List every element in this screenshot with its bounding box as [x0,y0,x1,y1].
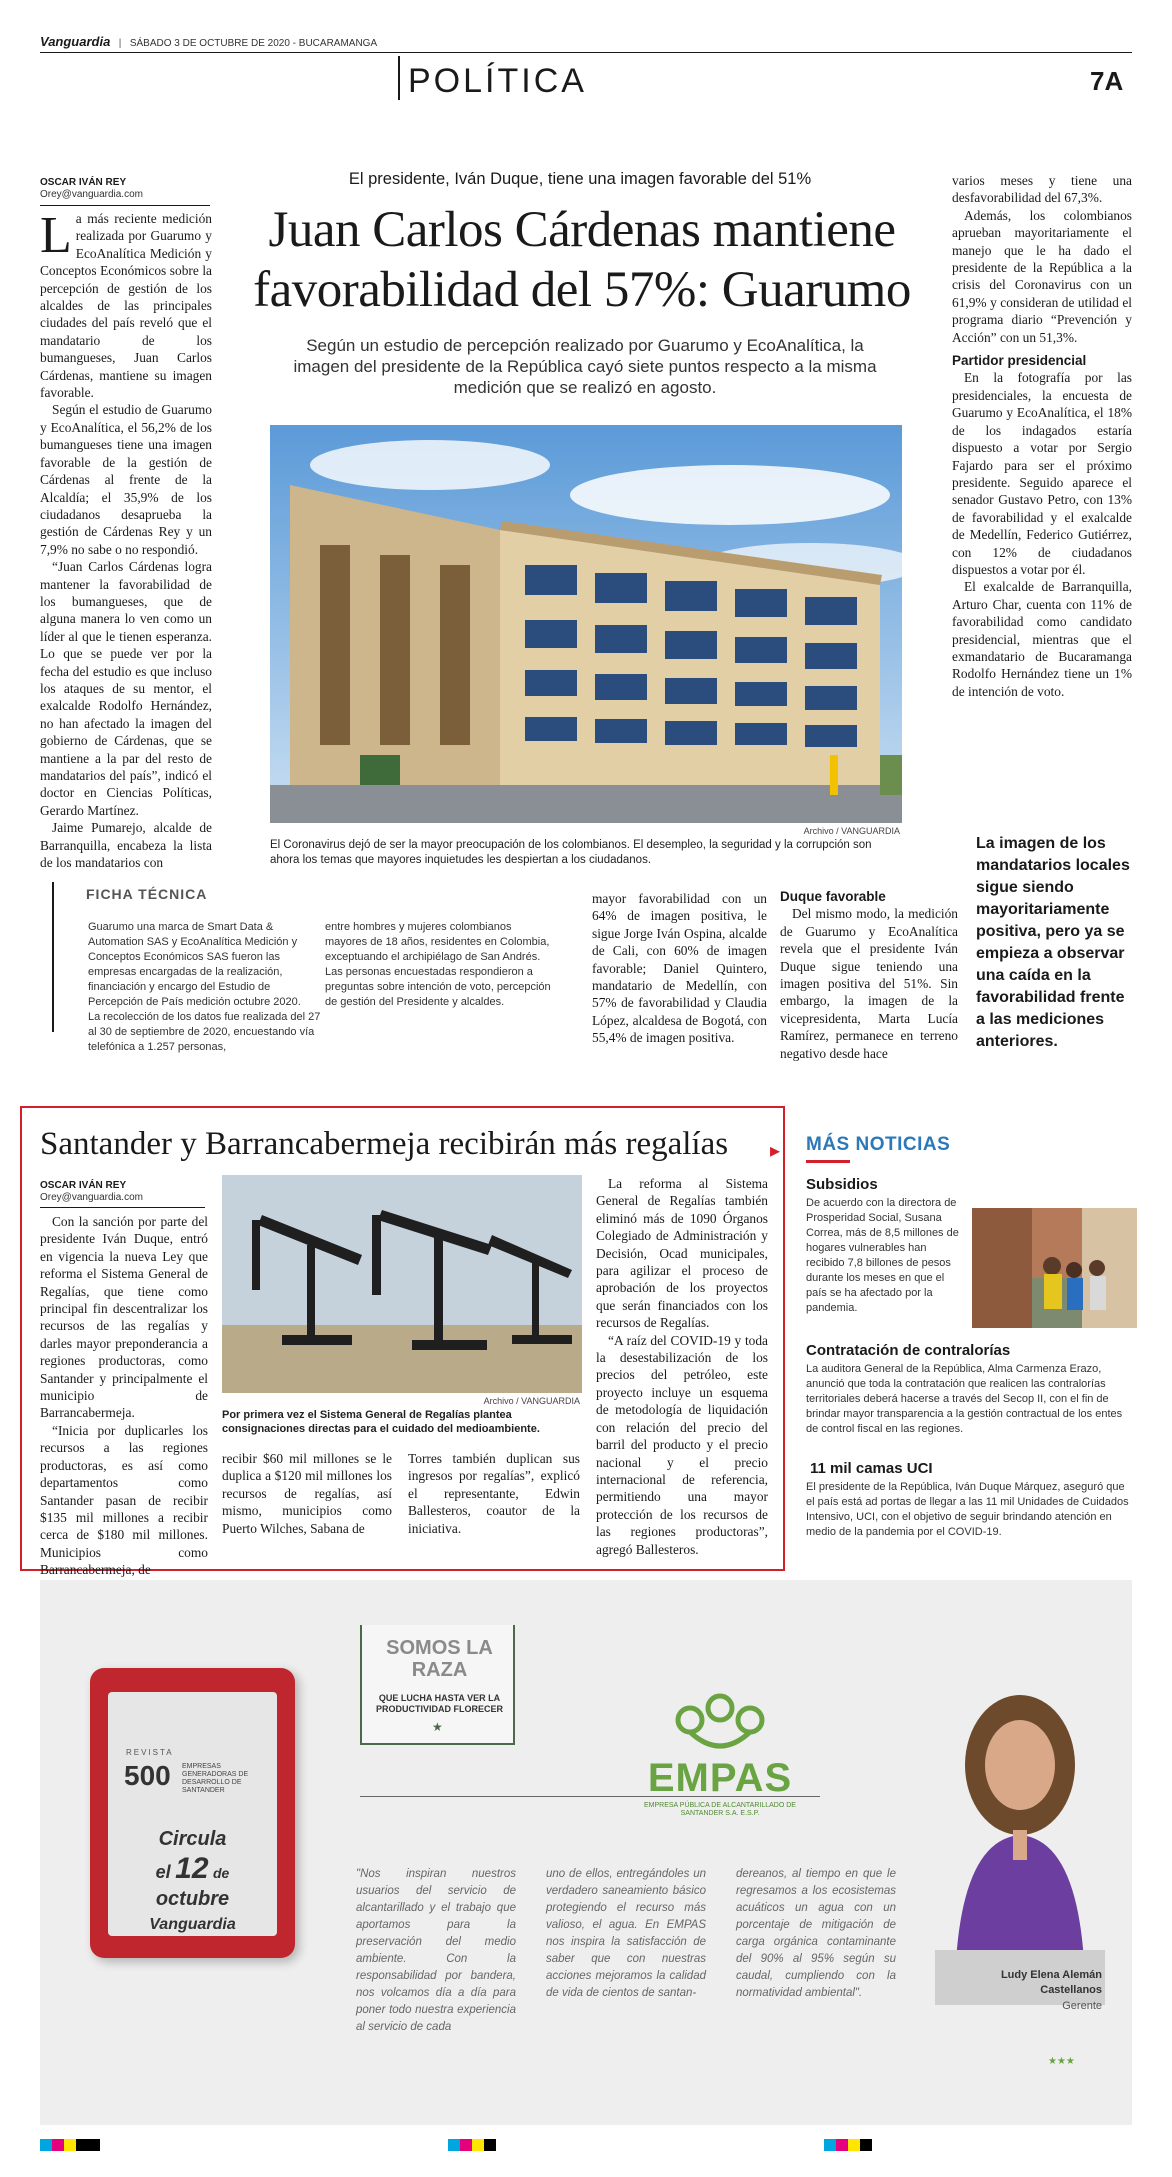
ficha-text-4: Las personas encuestadas respondieron a preguntas sobre intención de voto, percepción de gestión del Presidente y alcaldes. [325,966,551,1008]
ficha-bracket [52,882,64,1032]
empas-logo [620,1690,820,1820]
main-right-col [952,172,1132,762]
dropcap: L [40,210,72,264]
news-item-2-title: Contratación de contralorías [806,1342,1011,1359]
author-email: Orey@vanguardia.com [40,189,143,200]
second-col1-p1: Con la sanción por parte del presidente Iván Duque, entró en vigencia la nueva Ley que reforma el Sistema General de Regalías, que tiene como principal fin descentralizar los recursos de las regalías y darles mayor preponderancia a regiones productoras, como Santander y principalmente el municipio de Barrancabermeja. [40,1214,208,1421]
right-subhead: Partidor presidencial [952,353,1087,369]
main-deck: Según un estudio de percepción realizado por Guarumo y EcoAnalítica, la imagen del presidente de la República cayó siete puntos respecto a la misma medición que se realizó en agosto. [293,336,877,397]
masthead-brand: Vanguardia [40,34,111,49]
main-col1-p2: Según el estudio de Guarumo y EcoAnalítica, el 56,2% de los bumangueses tiene una imagen favorable de la gestión de Cárdenas al frente de la Alcaldía; el 35,9% de los ciudadanos desaprueba la gestión de Cárdenas Rey y un 7,9% no sabe o no respondió. [40,402,212,557]
manager-portrait [935,1670,1105,1980]
duque-subhead: Duque favorable [780,889,886,904]
ficha-text-3: entre hombres y mujeres colombianos mayores de 18 años, residentes en Colombia, exceptuando el archipiélago de San Andrés. [325,921,550,963]
ad-badge [360,1625,515,1745]
second-col1-p2: “Inicia por duplicarles los recursos a las regiones productoras, es así como departamentos como Santander pasan de recibir $135 mil millones a recibir cerca de $180 mil millones. Municipios como Barrancabermeja, de [40,1422,208,1578]
ad-badge-star: ★ [432,1720,443,1734]
main-photo-caption: El Coronavirus dejó de ser la mayor preocupación de los colombianos. El desempleo, la seguridad y la corrupción son ahora los temas que mayores inquietudes les despiertan a los ciudadanos. [270,839,872,866]
second-byline [40,1180,210,1204]
second-col-3: Torres también duplican sus ingresos por regalías”, explicó el representante, Edwin Ballesteros, coautor de la iniciativa. [408,1451,580,1536]
main-photo-building [270,425,902,823]
main-col1-p3: “Juan Carlos Cárdenas logra mantener la favorabilidad de los bumangueses, que de alguna manera lo ven como un líder al que le tienen esperanza. Lo que se puede ver por la fecha del estudio es que incluso los ataques de su mentor, el exalcalde Rodolfo Hernández, no han afectado la imagen del gobierno de Cárdenas, que se mantiene a la par del resto de mandatarios del país”, indicó el doctor en Ciencias Políticas, Gerardo Martínez. [40,559,212,818]
author-name: OSCAR IVÁN REY [40,177,127,188]
second-col-2: recibir $60 mil millones se le duplica a $120 mil millones los recursos de regalías, así mismo, municipios como Puerto Wilches, Sabana de [222,1451,392,1536]
ad-manager-photo [935,1670,1105,1980]
ficha-title: FICHA TÉCNICA [86,886,208,902]
ad-brand: Vanguardia [149,1916,236,1933]
main-col-1 [40,210,212,870]
ad-fire-cabinet [90,1668,295,1958]
subsidios-photo [972,1208,1137,1328]
second-author: OSCAR IVÁN REY [40,1180,127,1191]
ad-badge-sub: QUE LUCHA HASTA VER LA PRODUCTIVIDAD FLORECER [375,1693,503,1714]
ad-text-col-3: dereanos, al tiempo en que le regresamos a los ecosistemas acuáticos un agua con un porcentaje de mitigación de carga orgánica contaminante del 90% al 95% según su caudal, cumpliendo con la normatividad ambiental". [736,1868,896,1999]
oil-pumps-photo [222,1175,582,1393]
ad-badge-title: SOMOS LA RAZA [386,1637,493,1681]
ad-circula: Circula [158,1828,227,1850]
registration-bar [40,2138,1132,2152]
second-photo-caption: Por primera vez el Sistema General de Regalías plantea consignaciones directas para el cuidado del medioambiente. [222,1409,540,1435]
duque-col [780,888,958,1062]
duque-text: Del mismo modo, la medición de Guarumo y EcoAnalítica revela que el presidente Iván Duque sigue teniendo una imagen positiva del 51%. Sin embargo, la imagen de la vicepresidenta, Marta Lucía Ramírez, permanece en terreno negativo desde hace [780,906,958,1061]
pull-quote: La imagen de los mandatarios locales sigue siendo mayoritariamente positiva, pero ya se empieza a observar una caída en la favorabilidad frente a las mediciones anteriores. [976,835,1130,1050]
ad-person-name: Ludy Elena Alemán Castellanos [1000,1969,1102,1996]
masthead-date: SÁBADO 3 DE OCTUBRE DE 2020 - BUCARAMANGA [129,38,378,49]
empas-subtitle: EMPRESA PÚBLICA DE ALCANTARILLADO DE SANTANDER S.A. E.S.P. [644,1802,796,1817]
empas-drops-icon [620,1690,820,1760]
main-col1-p4: Jaime Pumarejo, alcalde de Barranquilla, encabeza la lista de los mandatarios con [40,820,212,870]
second-col4-p1: La reforma al Sistema General de Regalías también eliminó más de 1090 Órganos Colegiado de Administración y Decisión, Ocad municipales, para agilizar el proceso de aprobación de los proyectos que serán financiados con los recursos de Regalías. [596,1176,768,1331]
second-col-4 [596,1175,768,1558]
ad-month: octubre [155,1888,230,1910]
ad-text-col-2: uno de ellos, entregándoles un verdadero saneamiento básico protegiendo el recurso más valioso, el agua. En EMPAS nos inspira la satisfacción de saber que con nuestras acciones mejoramos la calidad de vida de cientos de santan- [546,1868,706,1999]
ad-empresas: EMPRESAS GENERADORAS DE DESARROLLO DE SANTANDER [182,1763,249,1794]
ad-revista: REVISTA [126,1748,174,1757]
masthead: Vanguardia | SÁBADO 3 DE OCTUBRE DE 2020 - BUCARAMANGA [40,34,378,49]
main-kicker: El presidente, Iván Duque, tiene una imagen favorable del 51% [348,170,812,188]
news-item-3-text: El presidente de la República, Iván Duque Márquez, aseguró que el país está ad portas de llegar a las 11 mil Unidades de Cuidados Intensivo, UCI, con el objetivo de seguir brindando atención en medio de la pandemia por el COVID-19. [806,1481,1129,1538]
second-col4-p2: “A raíz del COVID-19 y toda la desestabilización de los precios del petróleo, este proyecto incluye un esquema de metodología de liquidación con relación del precio del barril del producto y el precio nacional y el precio internacional de referencia, permitiendo una mayor protección de los recursos de las regiones productoras”, agregó Ballesteros. [596,1332,768,1557]
right-p3: En la fotografía por las presidenciales, la encuesta de Guarumo y EcoAnalítica, el 18% de los indagados estaría dispuesto a votar por Sergio Fajardo para ser el próximo presidente. Seguido aparece el senador Gustavo Petro, con 13% de favorabilidad y el exalcalde de Medellín, Federico Gutiérrez, con 12% de ciudadanos dispuestos a votar por él. [952,370,1132,577]
second-email: Orey@vanguardia.com [40,1192,143,1203]
second-headline: Santander y Barrancabermeja recibirán más regalías [40,1126,729,1162]
news-item-1-title: Subsidios [806,1176,878,1193]
people-image [972,1208,1137,1328]
section-divider [398,56,400,100]
main-headline: Juan Carlos Cárdenas mantiene favorabilidad del 57%: Guarumo [253,202,911,318]
right-p1: varios meses y tiene una desfavorabilidad del 67,3%. [952,173,1132,206]
main-byline [40,177,210,201]
more-news-arrow: ▸ [770,1140,781,1162]
ad-500: 500 [124,1760,171,1791]
ad-person-title: Gerente [1062,2000,1102,2012]
section-title: POLÍTICA [408,62,587,100]
ficha-text-1: Guarumo una marca de Smart Data & Automation SAS y EcoAnalítica Medición y Conceptos Económicos SAS fueron las empresas encargadas de la realización, financiación y encargo del Estudio de Percepción de País medición octubre 2020. [88,921,301,1008]
ad-text-col-1: "Nos inspiran nuestros usuarios del servicio de alcantarillado y el trabajo que aportamos para la preservación del medio ambiente. Con la responsabilidad por bandera, nos volcamos día a día para poner todo nuestra experiencia al servicio de cada [356,1868,516,2033]
right-p2: Además, los colombianos aprueban mayoritariamente el manejo que le ha dado el presidente de la República a la crisis del Coronavirus con un 61,9% y consideran de utilidad el programa diario “Prevención y Acción” con un 51,3%. [952,207,1132,345]
news-item-1-text: De acuerdo con la directora de Prosperidad Social, Susana Correa, más de 8,5 millones de hogares vulnerables han recibido 7,8 billones de pesos durante los meses en que el país se ha afectado por la pandemia. [806,1197,959,1314]
more-news-title: MÁS NOTICIAS [806,1134,951,1155]
news-item-2-text: La auditora General de la República, Alma Carmenza Erazo, anunció que toda la contratación que realicen las contralorías territoriales deberá hacerse a través del Secop II, con el fin de brindar mayor transparencia a la gestión contractual de los entes de control fiscal en las regiones. [806,1363,1123,1435]
right-p4: El exalcalde de Barranquilla, Arturo Char, cuenta con 11% de favorabilidad como candidato presidencial, mientras que el exmandatario de Bucaramanga Rodolfo Hernández tiene un 1% de intención de voto. [952,579,1132,699]
ficha-col-2 [325,920,555,1010]
ad-stars: ★★★ [1048,2056,1075,2067]
building-image [270,425,902,823]
ad-date: el 12 de [155,1852,230,1885]
empas-wordmark: EMPAS [647,1756,793,1800]
ficha-col-1 [88,920,328,1055]
main-photo-credit: Archivo / VANGUARDIA [803,826,900,836]
ficha-text-2: La recolección de los datos fue realizada del 27 al 30 de septiembre de 2020, encuestando vía telefónica a 1.257 personas, [88,1011,321,1053]
masthead-rule [40,52,1132,53]
second-col-1 [40,1213,208,1579]
main-col1-p1: a más reciente medición realizada por Guarumo y EcoAnalítica Medición y Conceptos Económicos sobre la percepción de gestión de los alcaldes de las principales ciudades del país reveló que el mandatario de los bumangueses, Juan Carlos Cárdenas, mantiene su imagen favorable. [40,211,212,401]
page-number: 7A [1090,66,1124,96]
oil-pump-image [222,1175,582,1393]
main-mid-col: mayor favorabilidad con un 64% de imagen positiva, le sigue Jorge Iván Ospina, alcalde de Cali, con 60% de imagen favorable; Daniel Quintero, mandatario de Medellín, con 57% de favorabilidad y Claudia López, alcaldesa de Bogotá, con 55,4% de imagen positiva. [592,891,767,1046]
second-photo-credit: Archivo / VANGUARDIA [483,1396,580,1406]
news-item-3-title: 11 mil camas UCI [810,1460,933,1477]
